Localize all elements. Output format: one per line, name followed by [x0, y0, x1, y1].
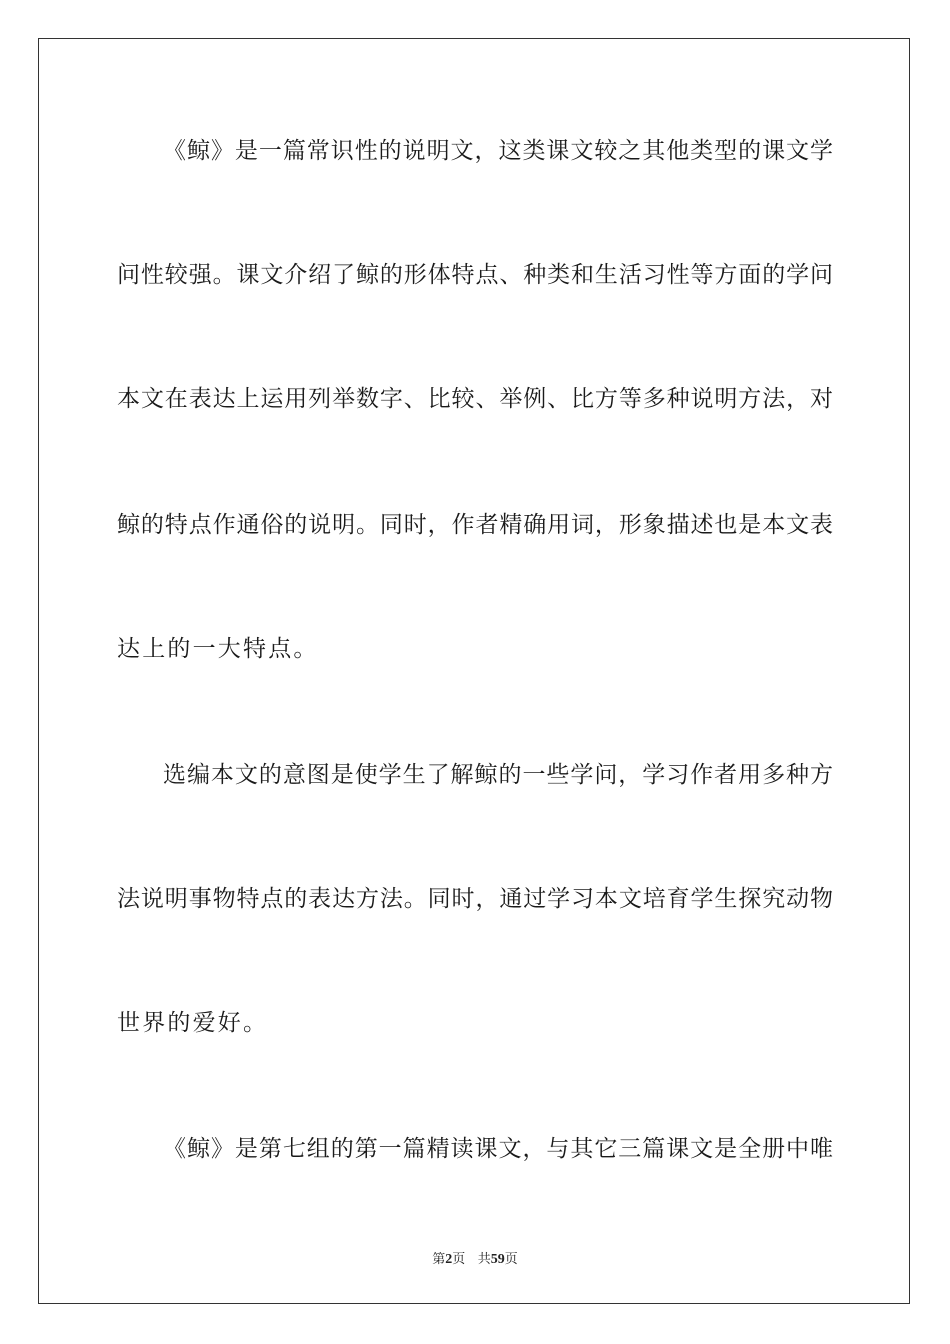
- paragraph-1-line-5: 达上的一大特点。: [117, 636, 319, 662]
- paragraph-1-line-4: 鲸的特点作通俗的说明。同时，作者精确用词，形象描述也是本文表: [117, 512, 833, 538]
- page-prefix: 第: [432, 1252, 446, 1267]
- total-prefix: 共: [477, 1252, 491, 1267]
- paragraph-2-line-2: 法说明事物特点的表达方法。同时，通过学习本文培育学生探究动物: [117, 886, 833, 912]
- total-pages: 59: [490, 1252, 505, 1267]
- paragraph-1-line-3: 本文在表达上运用列举数字、比较、举例、比方等多种说明方法，对: [117, 386, 833, 412]
- page-border: [38, 38, 910, 1304]
- paragraph-2-line-3: 世界的爱好。: [117, 1010, 269, 1036]
- paragraph-1-line-2: 问性较强。课文介绍了鲸的形体特点、种类和生活习性等方面的学问: [117, 262, 833, 288]
- total-suffix: 页: [504, 1252, 518, 1267]
- page-suffix: 页: [452, 1252, 466, 1267]
- paragraph-2-line-1: 选编本文的意图是使学生了解鲸的一些学问，学习作者用多种方: [163, 762, 833, 788]
- page-number: 2: [445, 1252, 453, 1267]
- paragraph-3-line-1: 《鲸》是第七组的第一篇精读课文，与其它三篇课文是全册中唯: [163, 1136, 833, 1162]
- page-footer: [0, 1248, 950, 1268]
- paragraph-1-line-1: 《鲸》是一篇常识性的说明文，这类课文较之其他类型的课文学: [163, 138, 833, 164]
